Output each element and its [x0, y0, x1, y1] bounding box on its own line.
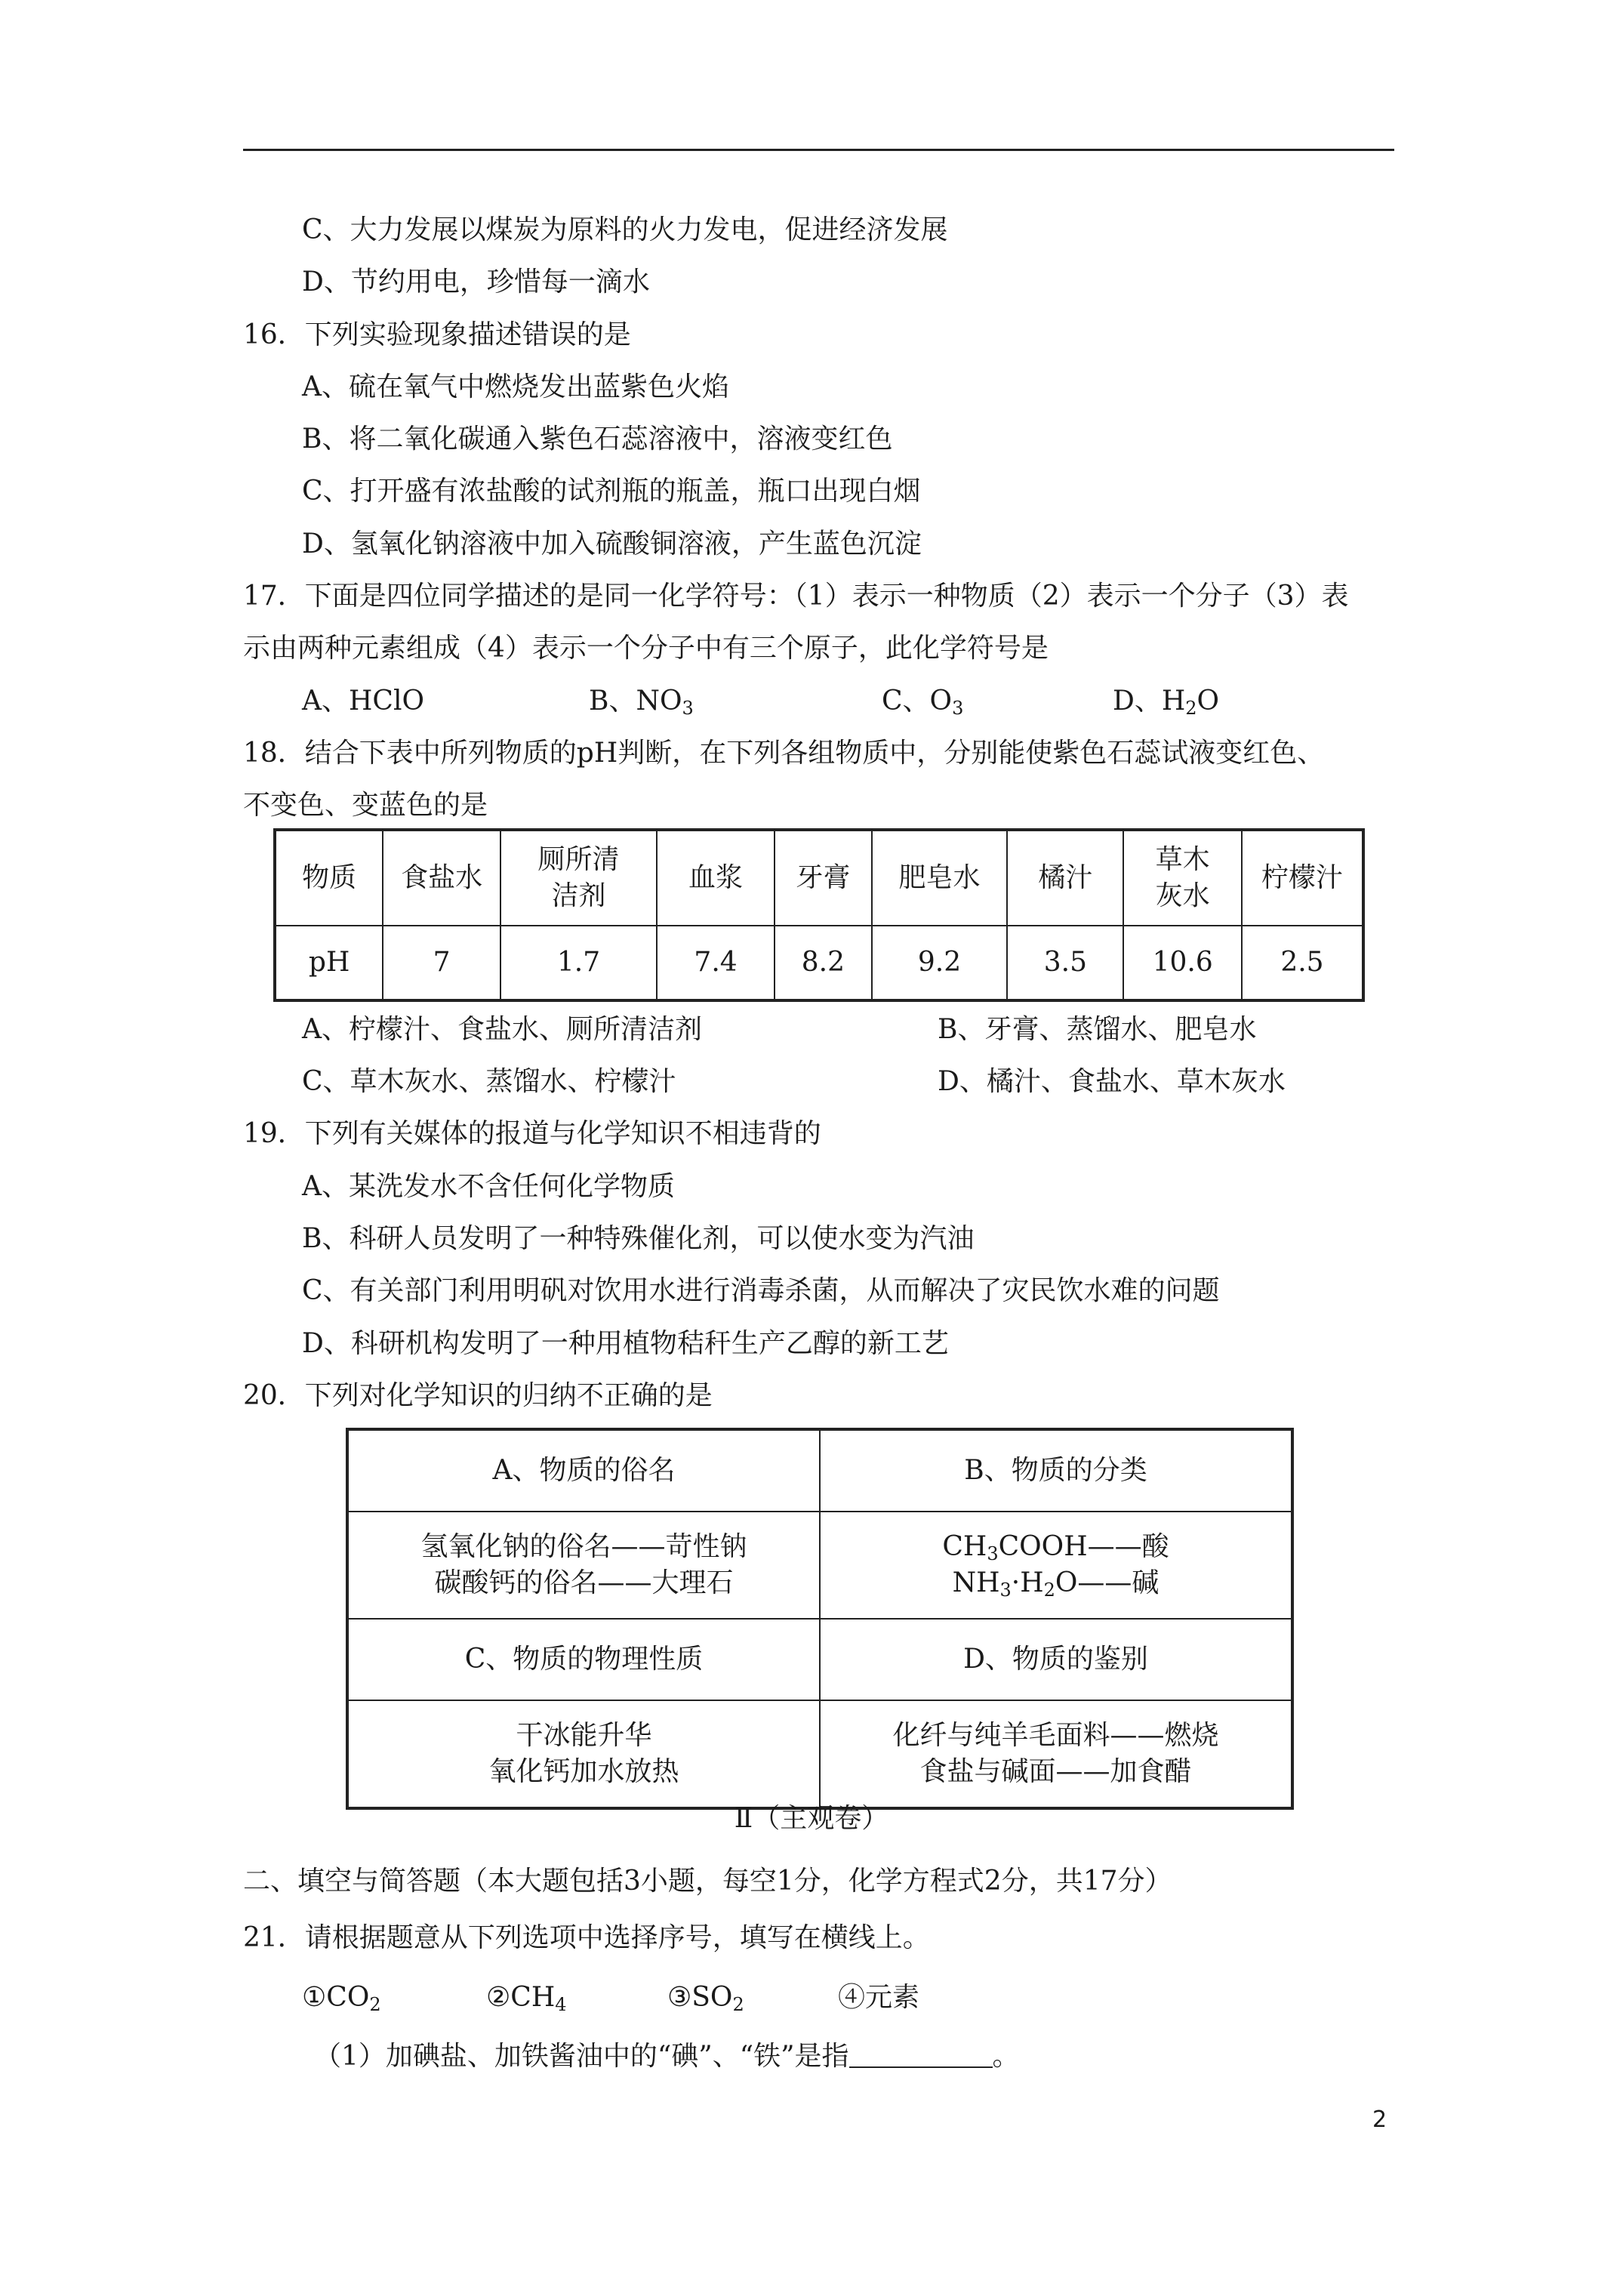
q17-stem-line2: 示由两种元素组成（4）表示一个分子中有三个原子，此化学符号是	[243, 633, 1049, 664]
q18-stem-line2: 不变色、变蓝色的是	[243, 790, 488, 821]
q15-option-d: D、节约用电，珍惜每一滴水	[302, 267, 650, 297]
q19-option-d: D、科研机构发明了一种用植物秸秆生产乙醇的新工艺	[302, 1328, 949, 1359]
page-number: 2	[1372, 2106, 1387, 2133]
q19-stem: 19．下列有关媒体的报道与化学知识不相违背的	[243, 1118, 821, 1149]
table-cell-d: 化纤与纯羊毛面料——燃烧 食盐与碱面——加食醋	[820, 1700, 1292, 1808]
table-cell: 厕所清 洁剂	[500, 830, 657, 926]
q17-option-a: A、HClO	[302, 686, 424, 717]
knowledge-table	[346, 1428, 1294, 1810]
q15-option-c: C、大力发展以煤炭为原料的火力发电，促进经济发展	[302, 214, 948, 245]
q21-choice-2: $②CH_4$	[486, 1982, 567, 2015]
q20-stem: 20．下列对化学知识的归纳不正确的是	[243, 1380, 713, 1411]
table-cell: 食盐水	[383, 830, 500, 926]
section-heading: 二、填空与简答题（本大题包括3小题，每空1分，化学方程式2分，共17分）	[243, 1866, 1172, 1897]
q19-option-b: B、科研人员发明了一种特殊催化剂，可以使水变为汽油	[302, 1223, 975, 1254]
table-cell: 1.7	[500, 926, 657, 1000]
table-row	[275, 830, 1363, 926]
q16-option-d: D、氢氧化钠溶液中加入硫酸铜溶液，产生蓝色沉淀	[302, 529, 922, 559]
table-cell: 肥皂水	[872, 830, 1008, 926]
table-row	[275, 926, 1363, 1000]
table-header-c: C、物质的物理性质	[347, 1619, 820, 1700]
q18-option-d: D、橘汁、食盐水、草木灰水	[938, 1066, 1286, 1097]
table-cell: 柠檬汁	[1242, 830, 1363, 926]
q21-choice-1: $①CO_2$	[302, 1982, 381, 2015]
table-row	[347, 1429, 1292, 1512]
q21-stem: 21．请根据题意从下列选项中选择序号，填写在横线上。	[243, 1922, 930, 1953]
q18-option-b: B、牙膏、蒸馏水、肥皂水	[938, 1014, 1257, 1045]
table-cell: 9.2	[872, 926, 1008, 1000]
answer-blank[interactable]	[849, 2041, 993, 2068]
table-cell: 10.6	[1123, 926, 1242, 1000]
table-cell: 橘汁	[1007, 830, 1123, 926]
q17-option-c: C、$O_3$	[882, 686, 964, 719]
q21-choice-3: $③SO_2$	[667, 1982, 744, 2015]
table-row	[347, 1700, 1292, 1808]
table-cell: 8.2	[775, 926, 872, 1000]
q18-option-c: C、草木灰水、蒸馏水、柠檬汁	[302, 1066, 676, 1097]
table-cell: 草木 灰水	[1123, 830, 1242, 926]
table-cell: 牙膏	[775, 830, 872, 926]
q17-stem-line1: 17．下面是四位同学描述的是同一化学符号：（1）表示一种物质（2）表示一个分子（3）表	[243, 581, 1349, 612]
table-cell: 物质	[275, 830, 383, 926]
q17-option-b: B、$NO_3$	[589, 686, 694, 719]
section-title: Ⅱ（主观卷）	[734, 1803, 889, 1834]
table-header-a: A、物质的俗名	[347, 1429, 820, 1512]
table-header-d: D、物质的鉴别	[820, 1619, 1292, 1700]
table-cell: 2.5	[1242, 926, 1363, 1000]
q19-option-c: C、有关部门利用明矾对饮用水进行消毒杀菌，从而解决了灾民饮水难的问题	[302, 1275, 1220, 1306]
q19-option-a: A、某洗发水不含任何化学物质	[302, 1171, 675, 1202]
q16-option-c: C、打开盛有浓盐酸的试剂瓶的瓶盖，瓶口出现白烟	[302, 476, 921, 507]
table-cell-c: 干冰能升华 氧化钙加水放热	[347, 1700, 820, 1808]
q16-option-b: B、将二氧化碳通入紫色石蕊溶液中，溶液变红色	[302, 424, 893, 455]
table-header-b: B、物质的分类	[820, 1429, 1292, 1512]
table-cell: 7	[383, 926, 500, 1000]
q16-stem: 16．下列实验现象描述错误的是	[243, 319, 631, 350]
ph-table	[273, 828, 1365, 1002]
header-rule	[243, 149, 1394, 151]
q21-choice-4: ④元素	[838, 1982, 920, 2013]
table-cell: 7.4	[657, 926, 775, 1000]
table-cell: pH	[275, 926, 383, 1000]
q21-subquestion-1: （1）加碘盐、加铁酱油中的“碘”、“铁”是指 。	[314, 2041, 1020, 2072]
q16-option-a: A、硫在氧气中燃烧发出蓝紫色火焰	[302, 371, 729, 402]
q18-stem-line1: 18．结合下表中所列物质的pH判断，在下列各组物质中，分别能使紫色石蕊试液变红色、	[243, 738, 1325, 769]
table-row	[347, 1512, 1292, 1619]
table-cell: 血浆	[657, 830, 775, 926]
table-cell: 3.5	[1007, 926, 1123, 1000]
table-row	[347, 1619, 1292, 1700]
table-cell-a: 氢氧化钠的俗名——苛性钠 碳酸钙的俗名——大理石	[347, 1512, 820, 1619]
q17-option-d: D、$H_2O$	[1113, 686, 1220, 719]
q18-option-a: A、柠檬汁、食盐水、厕所清洁剂	[302, 1014, 702, 1045]
table-cell-b: $CH_3COOH——$酸 $NH_3\cdot H_2O——$碱	[820, 1512, 1292, 1619]
